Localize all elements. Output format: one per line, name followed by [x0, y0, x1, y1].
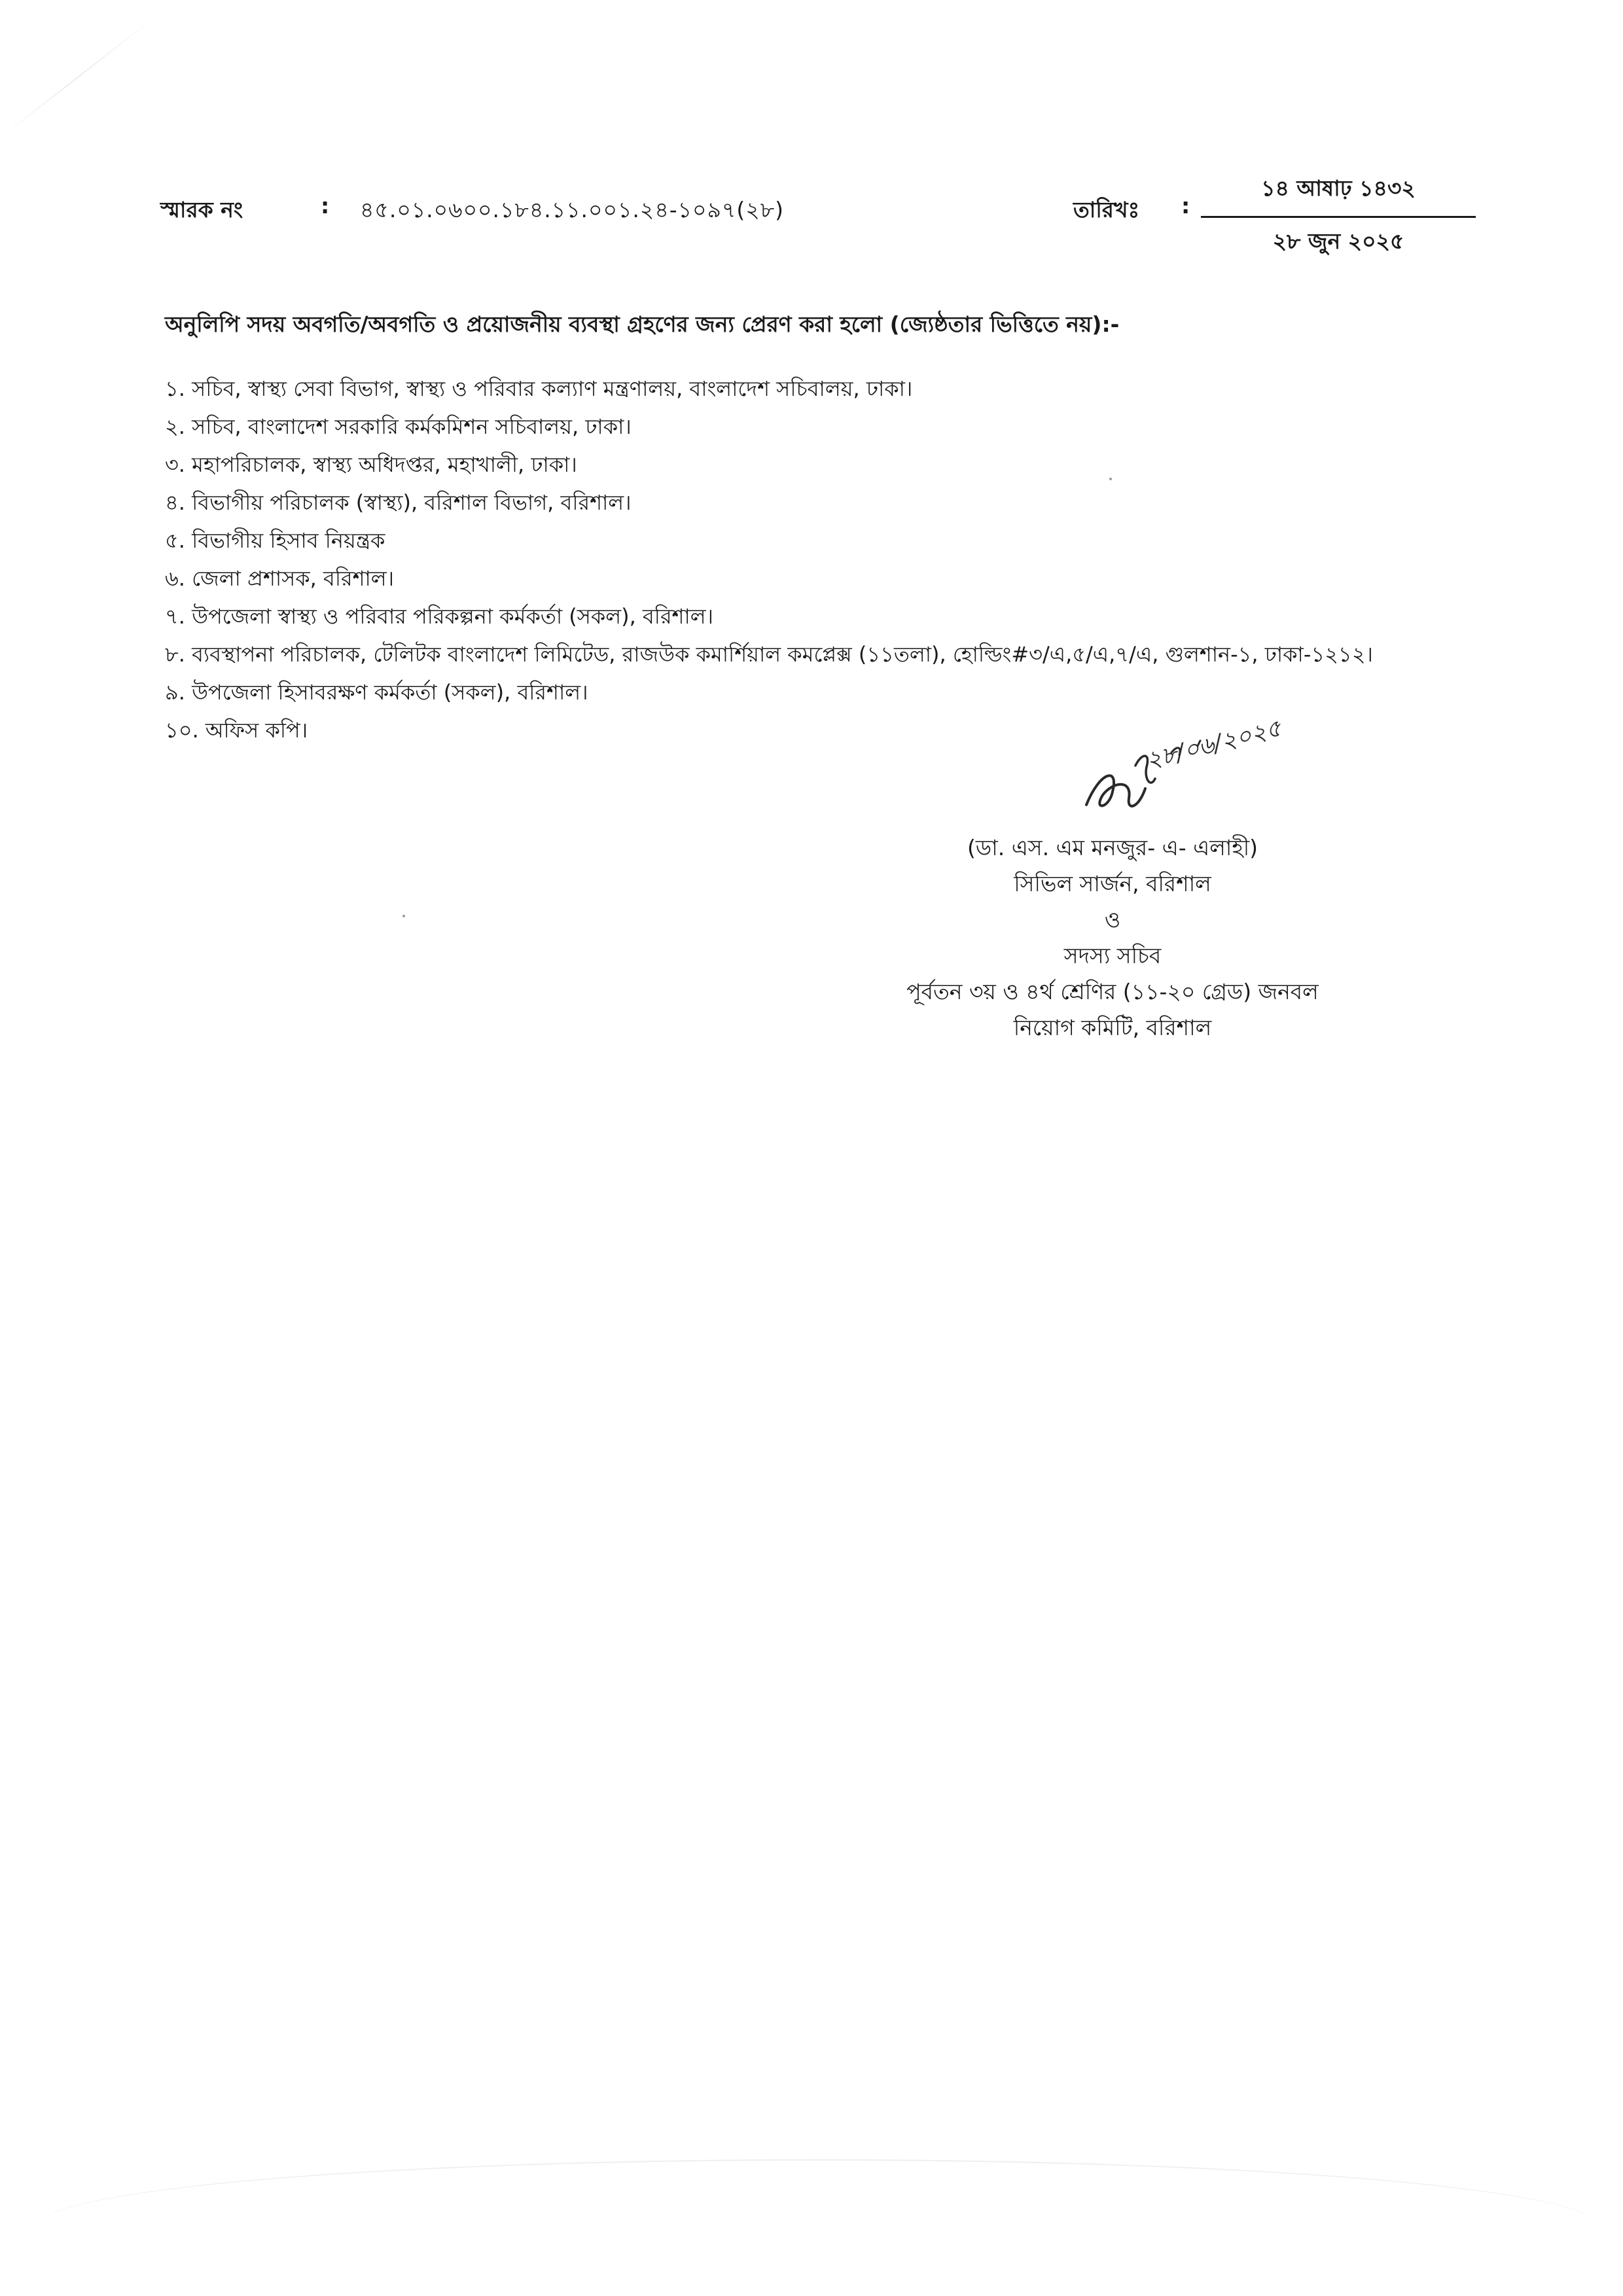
committee-line-1: পূর্বতন ৩য় ও ৪র্থ শ্রেণির (১১-২০ গ্রেড) জনবল	[906, 979, 1319, 1004]
recipient-item: ৯. উপজেলা হিসাবরক্ষণ কর্মকর্তা (সকল), বরিশাল।	[165, 680, 588, 705]
date-colon: :	[1181, 193, 1190, 219]
date-bangla: ১৪ আষাঢ় ১৪৩২	[1261, 175, 1416, 201]
signatory-designation: সিভিল সার্জন, বরিশাল	[1014, 871, 1211, 896]
signatory-role: সদস্য সচিব	[1063, 943, 1162, 968]
recipient-item: ৬. জেলা প্রশাসক, বরিশাল।	[165, 566, 395, 591]
memo-colon: :	[321, 193, 330, 219]
recipient-item: ১. সচিব, স্বাস্থ্য সেবা বিভাগ, স্বাস্থ্য ও পরিবার কল্যাণ মন্ত্রণালয়, বাংলাদেশ সচিবালয়, ঢাকা।	[165, 376, 913, 401]
signatory-block	[851, 830, 1374, 1046]
committee-line-2: নিয়োগ কমিটি, বরিশাল	[1013, 1015, 1212, 1040]
recipient-item: ৫. বিভাগীয় হিসাব নিয়ন্ত্রক	[165, 528, 385, 553]
recipient-item: ৩. মহাপরিচালক, স্বাস্থ্য অধিদপ্তর, মহাখালী, ঢাকা।	[165, 452, 577, 477]
date-block	[1201, 171, 1476, 261]
recipient-item: ১০. অফিস কপি।	[165, 718, 308, 743]
recipient-item: ৪. বিভাগীয় পরিচালক (স্বাস্থ্য), বরিশাল বিভাগ, বরিশাল।	[165, 490, 632, 515]
memo-number: ৪৫.০১.০৬০০.১৮৪.১১.০০১.২৪-১০৯৭(২৮)	[360, 197, 784, 222]
scan-artifact-curve	[39, 2159, 1597, 2291]
recipient-item: ৭. উপজেলা স্বাস্থ্য ও পরিবার পরিকল্পনা কর্মকর্তা (সকল), বরিশাল।	[165, 604, 714, 629]
recipient-list	[165, 370, 1373, 749]
copy-distribution-heading: অনুলিপি সদয় অবগতি/অবগতি ও প্রয়োজনীয় ব্যবস্থা গ্রহণের জন্য প্রেরণ করা হলো (জ্যেষ্ঠতার ভিত্তিতে নয়):-	[165, 311, 1120, 337]
memo-label: স্মারক নং	[160, 197, 243, 222]
date-english: ২৮ জুন ২০২৫	[1272, 228, 1404, 254]
signature-date: ২৮/০৬/২০২৫	[1143, 715, 1285, 775]
date-divider	[1201, 216, 1476, 218]
recipient-item: ৮. ব্যবস্থাপনা পরিচালক, টেলিটক বাংলাদেশ লিমিটেড, রাজউক কমার্শিয়াল কমপ্লেক্স (১১তলা), হোল্ডিং#৩/এ,৫/এ,৭/এ, গুলশান-১, ঢাকা-১২১২।	[165, 642, 1373, 667]
date-label: তারিখঃ	[1073, 197, 1140, 222]
signatory-name: (ডা. এস. এম মনজুর- এ- এলাহী)	[967, 835, 1258, 860]
signatory-conjunction: ও	[1104, 907, 1121, 932]
recipient-item: ২. সচিব, বাংলাদেশ সরকারি কর্মকমিশন সচিবালয়, ঢাকা।	[165, 414, 632, 439]
scan-speck	[402, 915, 405, 917]
scan-artifact-line	[0, 17, 155, 139]
